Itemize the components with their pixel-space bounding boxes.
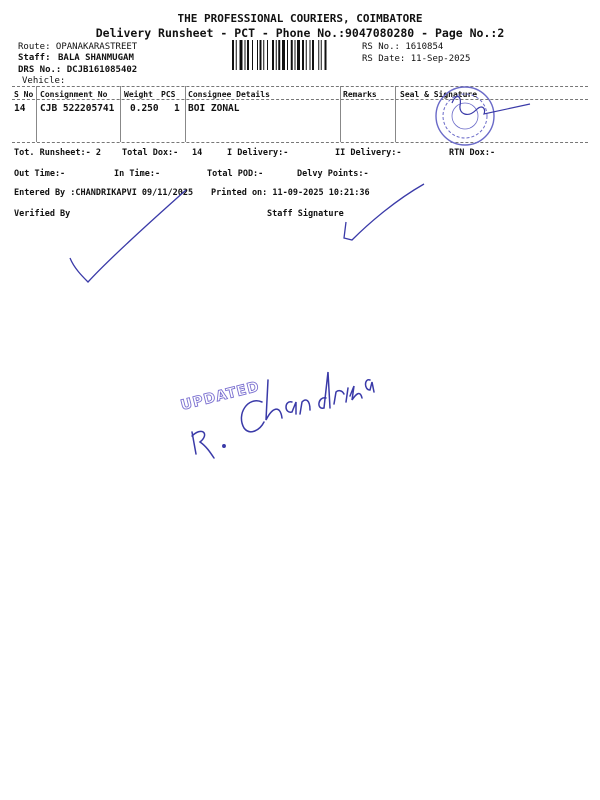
col-header-sno: S No (14, 90, 34, 99)
row-consignee: BOI ZONAL (188, 103, 240, 114)
total-pod: Total POD:- (207, 169, 264, 179)
entered-by: Entered By :CHANDRIKAPVI 09/11/2025 (14, 188, 194, 198)
seal-signature (452, 97, 530, 115)
total-dox-label: Total Dox:- (122, 148, 179, 158)
row-sno: 14 (14, 103, 26, 114)
col-header-seal: Seal & Signature (400, 90, 478, 99)
round-seal (436, 87, 494, 145)
col-header-consignment: Consignment No (40, 90, 108, 99)
staff-label: Staff: (18, 53, 51, 63)
printed-on: Printed on: 11-09-2025 10:21:36 (211, 188, 370, 198)
runsheet-subtitle: Delivery Runsheet - PCT - Phone No.:9047080280 - Page No.:2 (95, 26, 505, 40)
col-header-weight: Weight (124, 90, 153, 99)
rtn-dox: RTN Dox:- (449, 148, 496, 158)
staff-name: BALA SHANMUGAM (58, 53, 134, 63)
out-time: Out Time:- (14, 169, 66, 179)
delvy-points: Delvy Points:- (297, 169, 369, 179)
rs-date: RS Date: 11-Sep-2025 (362, 54, 471, 64)
row-weight: 0.250 (130, 103, 159, 114)
staff-signature-tick (344, 184, 424, 240)
ii-delivery: II Delivery:- (335, 148, 402, 158)
total-dox-value: 14 (192, 148, 203, 158)
handwritten-signature (192, 372, 374, 458)
in-time: In Time:- (114, 169, 161, 179)
company-title: THE PROFESSIONAL COURIERS, COIMBATORE (177, 12, 423, 25)
tot-runsheet: Tot. Runsheet:- 2 (14, 148, 101, 158)
i-delivery: I Delivery:- (227, 148, 289, 158)
col-header-remarks: Remarks (343, 90, 377, 99)
vehicle-label: Vehicle: (22, 76, 66, 86)
updated-stamp: UPDATED (179, 378, 262, 414)
drs-number: DRS No.: DCJB161085402 (18, 65, 138, 75)
route-text: Route: OPANAKARASTREET (18, 42, 138, 52)
rs-number: RS No.: 1610854 (362, 42, 444, 52)
verified-tick-mark (70, 190, 186, 282)
row-pcs: 1 (174, 103, 180, 114)
staff-signature-label: Staff Signature (267, 209, 344, 219)
col-header-consignee: Consignee Details (188, 90, 270, 99)
row-consignment-no: CJB 522205741 (40, 103, 115, 114)
verified-by: Verified By (14, 209, 71, 219)
col-header-pcs: PCS (161, 90, 176, 99)
